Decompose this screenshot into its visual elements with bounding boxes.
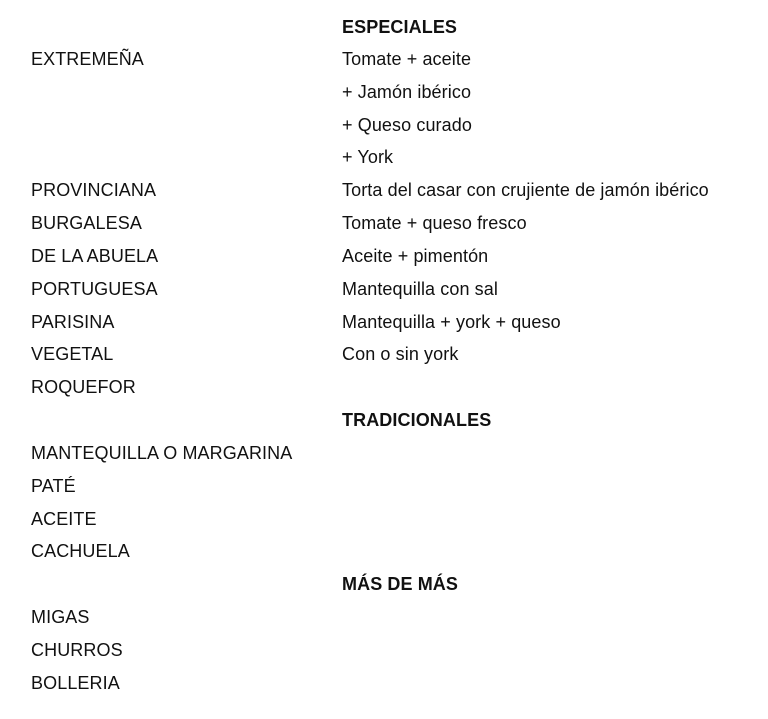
menu-item-name: PATÉ (31, 476, 76, 496)
menu-item-name: ACEITE (31, 509, 97, 529)
menu-item-name: PORTUGUESA (31, 279, 158, 299)
menu-item-detail: Con o sin york (342, 344, 459, 364)
menu-item-detail: Mantequilla + york + queso (342, 312, 561, 332)
menu-item-name: MANTEQUILLA O MARGARINA (31, 443, 293, 463)
menu-item-detail: Tomate + aceite (342, 49, 472, 69)
menu-item-detail: + Jamón ibérico (342, 82, 472, 102)
menu-item-detail: Aceite + pimentón (342, 246, 489, 266)
section-heading-especiales: ESPECIALES (342, 17, 458, 37)
menu-item-name: MIGAS (31, 607, 90, 627)
menu-item-detail: Torta del casar con crujiente de jamón ibérico (342, 180, 709, 200)
menu-item-name: BOLLERIA (31, 673, 120, 693)
menu-item-detail: Tomate + queso fresco (342, 213, 527, 233)
menu-item-name: PROVINCIANA (31, 180, 157, 200)
menu-item-name: ROQUEFOR (31, 377, 136, 397)
menu-item-name: PARISINA (31, 312, 115, 332)
menu-item-name: DE LA ABUELA (31, 246, 159, 266)
menu-item-detail: + York (342, 147, 394, 167)
menu-item-name: EXTREMEÑA (31, 49, 144, 69)
section-heading-tradicionales: TRADICIONALES (342, 410, 492, 430)
menu-item-detail: Mantequilla con sal (342, 279, 498, 299)
section-heading-mas-de-mas: MÁS DE MÁS (342, 574, 459, 594)
menu-item-detail: + Queso curado (342, 115, 472, 135)
menu-item-name: CHURROS (31, 640, 123, 660)
menu-item-name: BURGALESA (31, 213, 142, 233)
menu-item-name: VEGETAL (31, 344, 114, 364)
menu-item-name: CACHUELA (31, 541, 130, 561)
